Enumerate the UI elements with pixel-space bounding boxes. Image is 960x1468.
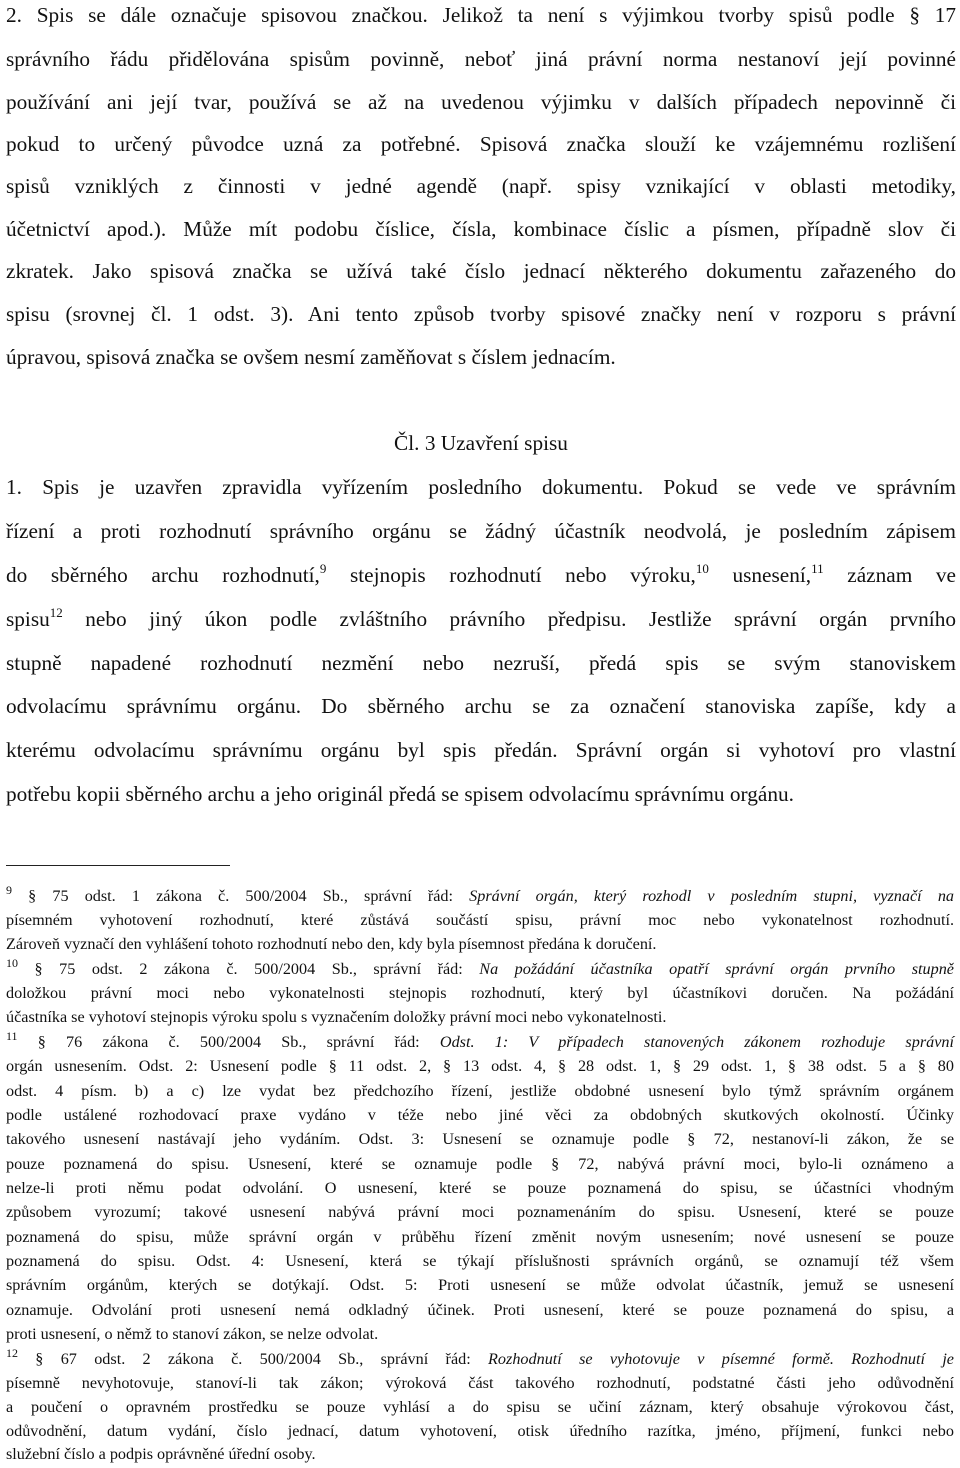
footnote-line: podle ustálené rozhodovací praxe vydáno v téže nebo jiné věci za obdobných skutkových okolností. Účinky (6, 1106, 954, 1124)
footnote-line: oznamuje. Odvolání proti usnesení nemá odkladný účinek. Proti usnesení, které se pouze poznamená do spisu, a (6, 1301, 954, 1319)
paragraph-line: stupně napadené rozhodnutí nezmění nebo nezruší, předá spis se svým stanoviskem (6, 651, 956, 675)
paragraph-line: správního řádu přidělována spisům povinně, neboť jiná právní norma nestanoví její povinné (6, 47, 956, 71)
footnote-number: 12 (6, 1346, 18, 1360)
footnote-number: 10 (6, 956, 18, 970)
footnote-line: správním orgánům, kterých se dotýkají. Odst. 5: Proti usnesení se může odvolat účastník, jemuž se usnesení (6, 1276, 954, 1294)
paragraph-line: zkratek. Jako spisová značka se užívá také číslo jednací některého dokumentu zařazeného do (6, 259, 956, 283)
footnote-ref-11[interactable]: 11 (811, 561, 824, 576)
paragraph-line: účetnictví apod.). Může mít podobu číslice, čísla, kombinace číslic a písmen, případně slov či (6, 217, 956, 241)
footnote-line: služební číslo a podpis oprávněné úřední osoby. (6, 1445, 316, 1463)
text-segment: usnesení, (708, 563, 812, 587)
footnote-line: a poučení o opravném prostředku se pouze vyhlásí a do spisu se učiní záznam, který obsahuje výrokovou část, (6, 1398, 954, 1416)
footnote-line: Zároveň vyznačí den vyhlášení tohoto rozhodnutí nebo den, kdy byla písemnost předána k doručení. (6, 935, 657, 953)
footnote-line: orgán usnesením. Odst. 2: Usnesení podle § 11 odst. 2, § 13 odst. 4, § 28 odst. 1, § 29 odst. 1, § 38 odst. 5 a § 80 (6, 1057, 954, 1075)
footnote-12 (6, 1346, 954, 1369)
footnote-line: odůvodnění, datum vydání, číslo jednací, datum vyhotovení, otisk úředního razítka, jméno, příjmení, funkci nebo (6, 1422, 954, 1440)
paragraph-line: 1. Spis je uzavřen zpravidla vyřízením posledního dokumentu. Pokud se vede ve správním (6, 475, 956, 499)
paragraph-line: spisu (srovnej čl. 1 odst. 3). Ani tento způsob tvorby spisové značky není v rozporu s právní (6, 302, 956, 326)
footnote-line: pouze poznamená do spisu. Usnesení, které se oznamuje podle § 72, nabývá právní moci, bylo-li oznámeno a (6, 1155, 954, 1173)
paragraph-line: 2. Spis se dále označuje spisovou značkou. Jelikož ta není s výjimkou tvorby spisů podle § 17 (6, 3, 956, 27)
footnote-text: Rozhodnutí se vyhotovuje v písemné formě. Rozhodnutí je (488, 1350, 954, 1368)
footnote-number: 9 (6, 883, 12, 897)
footnote-source: § 75 odst. 1 zákona č. 500/2004 Sb., správní řád: (12, 887, 470, 905)
text-segment: nebo jiný úkon podle zvláštního právního předpisu. Jestliže správní orgán prvního (62, 607, 956, 631)
text-segment: do sběrného archu rozhodnutí, (6, 563, 320, 587)
paragraph-line: pokud to určený původce uzná za potřebné. Spisová značka slouží ke vzájemnému rozlišení (6, 132, 956, 156)
footnote-ref-12[interactable]: 12 (49, 605, 63, 620)
footnote-10 (6, 956, 954, 979)
paragraph-line-with-refs (6, 562, 956, 588)
footnote-line: odst. 4 písm. b) a c) lze vydat bez předchozího řízení, jestliže obdobné usnesení bylo týmž správním orgánem (6, 1082, 954, 1100)
footnote-number: 11 (6, 1029, 18, 1043)
paragraph-line: odvolacímu správnímu orgánu. Do sběrného archu se za označení stanoviska zapíše, kdy a (6, 694, 956, 718)
footnote-source: § 67 odst. 2 zákona č. 500/2004 Sb., správní řád: (18, 1350, 489, 1368)
text-segment: stejnopis rozhodnutí nebo výroku, (326, 563, 696, 587)
footnote-line: písemně nevyhotovuje, stanoví-li tak zákon; výroková část takového rozhodnutí, podstatné části jeho odůvodnění (6, 1374, 954, 1392)
paragraph-line: potřebu kopii sběrného archu a jeho originál předá se spisem odvolacímu správnímu orgánu. (6, 782, 794, 806)
footnote-line: doložkou právní moci nebo vykonatelnosti stejnopis rozhodnutí, který byl účastníkovi doručen. Na požádání (6, 984, 954, 1002)
footnote-11 (6, 1029, 954, 1052)
footnote-source: § 75 odst. 2 zákona č. 500/2004 Sb., správní řád: (18, 960, 480, 978)
footnote-line: nelze-li proti němu podat odvolání. O usnesení, které se pouze poznamená do spisu, se účastníci vhodným (6, 1179, 954, 1197)
footnote-ref-10[interactable]: 10 (695, 561, 709, 576)
footnote-text: Na požádání účastníka opatří správní orgán prvního stupně (479, 960, 954, 978)
footnote-text: Odst. 1: V případech stanovených zákonem rozhoduje správní (439, 1033, 954, 1051)
footnote-line: poznamená do spisu. Odst. 4: Usnesení, která se týkají příslušnosti správních orgánů, se oznamují též všem (6, 1252, 954, 1270)
paragraph-line: řízení a proti rozhodnutí správního orgánu se žádný účastník neodvolá, je posledním zápisem (6, 519, 956, 543)
paragraph-line: úpravou, spisová značka se ovšem nesmí zaměňovat s číslem jednacím. (6, 345, 616, 369)
text-segment: záznam ve (823, 563, 956, 587)
footnote-text: Správní orgán, který rozhodl v posledním stupni, vyznačí na (469, 887, 955, 905)
footnote-line: proti usnesení, o němž to stanoví zákon, se nelze odvolat. (6, 1325, 379, 1343)
footnote-line: písemném vyhotovení rozhodnutí, které zůstává součástí spisu, právní moc nebo vykonatelnost rozhodnutí. (6, 911, 954, 929)
paragraph-line: používání ani její tvar, používá se až na uvedenou výjimku v dalších případech nepovinně či (6, 90, 956, 114)
footnote-separator (6, 865, 230, 866)
paragraph-line-with-refs (6, 606, 956, 632)
footnote-line: způsobem vyrozumí; takové usnesení nabývá právní moci poznamenáním do spisu. Usnesení, které se pouze (6, 1203, 954, 1221)
article-heading: Čl. 3 Uzavření spisu (394, 431, 568, 455)
footnote-source: § 76 zákona č. 500/2004 Sb., správní řád: (17, 1033, 440, 1051)
paragraph-line: kterému odvolacímu správnímu orgánu byl spis předán. Správní orgán si vyhotoví pro vlastní (6, 738, 956, 762)
footnote-ref-9[interactable]: 9 (319, 561, 327, 576)
footnote-line: účastníka se vyhotoví stejnopis výroku spolu s vyznačením doložky právní moci nebo vykonatelnosti. (6, 1008, 667, 1026)
footnote-9 (6, 883, 955, 906)
text-segment: spisu (6, 607, 50, 631)
paragraph-line: spisů vzniklých z činnosti v jedné agendě (např. spisy vznikající v oblasti metodiky, (6, 174, 956, 198)
footnote-line: takového usnesení nastávají jeho vydáním. Odst. 3: Usnesení se oznamuje podle § 72, nestanoví-li zákon, že se (6, 1130, 954, 1148)
footnote-line: poznamená do spisu, může správní orgán v průběhu řízení změnit novým usnesením; nové usnesení se pouze (6, 1228, 954, 1246)
